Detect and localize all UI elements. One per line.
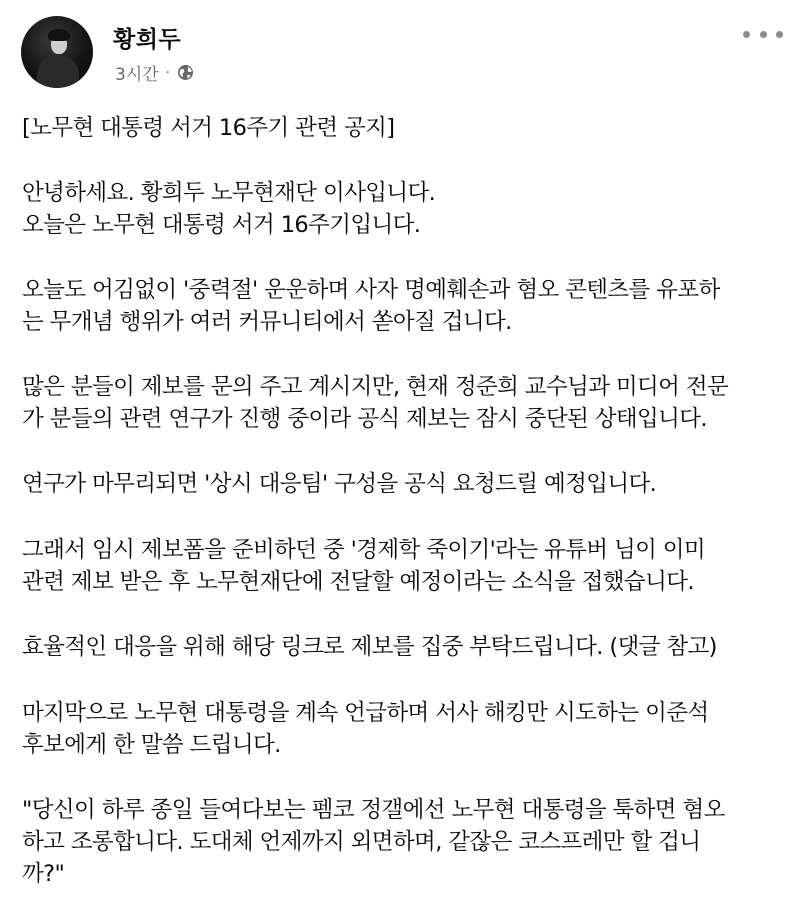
post-paragraph-1 — [22, 177, 782, 241]
post-body — [22, 112, 782, 923]
post-paragraph-6 — [22, 631, 782, 663]
post-paragraph-8 — [22, 794, 782, 890]
post-line: 마지막으로 노무현 대통령을 계속 언급하며 서사 해킹만 시도하는 이준석 — [22, 700, 709, 726]
more-horizontal-icon[interactable] — [743, 22, 783, 46]
post-line: "당신이 하루 종일 들여다보는 펨코 정갤에선 노무현 대통령을 툭하면 혐오 — [22, 797, 725, 823]
avatar[interactable] — [21, 16, 93, 88]
post-title-paragraph — [22, 112, 782, 144]
post-line: 안녕하세요. 황희두 노무현재단 이사입니다. — [22, 180, 436, 206]
post-line: 그래서 임시 제보폼을 준비하던 중 '경제학 죽이기'라는 유튜버 님이 이미 — [22, 537, 706, 563]
post-paragraph-4 — [22, 468, 782, 500]
post-line: 효율적인 대응을 위해 해당 링크로 제보를 집중 부탁드립니다. (댓글 참고) — [22, 634, 717, 660]
post-line: 연구가 마무리되면 '상시 대응팀' 구성을 공식 요청드릴 예정입니다. — [22, 471, 657, 497]
avatar-body-shape — [37, 56, 79, 88]
post-paragraph-2 — [22, 274, 782, 338]
post-meta — [115, 60, 194, 85]
post-paragraph-5 — [22, 534, 782, 598]
post-paragraph-7 — [22, 697, 782, 761]
globe-icon[interactable] — [177, 64, 194, 81]
post-header — [21, 16, 783, 88]
post-line: 후보에게 한 말씀 드립니다. — [22, 732, 281, 758]
avatar-hair-shape — [48, 29, 70, 41]
post-time[interactable]: 3시간 — [115, 65, 159, 85]
post-line: 관련 제보 받은 후 노무현재단에 전달할 예정이라는 소식을 접했습니다. — [22, 569, 694, 595]
more-dot — [743, 31, 750, 38]
post-line: 오늘은 노무현 대통령 서거 16주기입니다. — [22, 212, 421, 238]
post-paragraph-3 — [22, 371, 782, 435]
more-dot — [760, 31, 767, 38]
post-line: 오늘도 어김없이 '중력절' 운운하며 사자 명예훼손과 혐오 콘텐츠를 유포하 — [22, 277, 720, 303]
post-line: 는 무개념 행위가 여러 커뮤니티에서 쏟아질 겁니다. — [22, 309, 512, 335]
post-line: 까?" — [22, 861, 65, 887]
post-line: 많은 분들이 제보를 문의 주고 계시지만, 현재 정준희 교수님과 미디어 전문 — [22, 374, 729, 400]
post-title: [노무현 대통령 서거 16주기 관련 공지] — [22, 115, 395, 141]
author-name[interactable]: 황희두 — [113, 27, 182, 53]
post-line: 가 분들의 관련 연구가 진행 중이라 공식 제보는 잠시 중단된 상태입니다. — [22, 406, 707, 432]
more-dot — [776, 31, 783, 38]
post-line: 하고 조롱합니다. 도대체 언제까지 외면하며, 같잖은 코스프레만 할 겁니 — [22, 829, 701, 855]
meta-separator: · — [165, 64, 171, 81]
